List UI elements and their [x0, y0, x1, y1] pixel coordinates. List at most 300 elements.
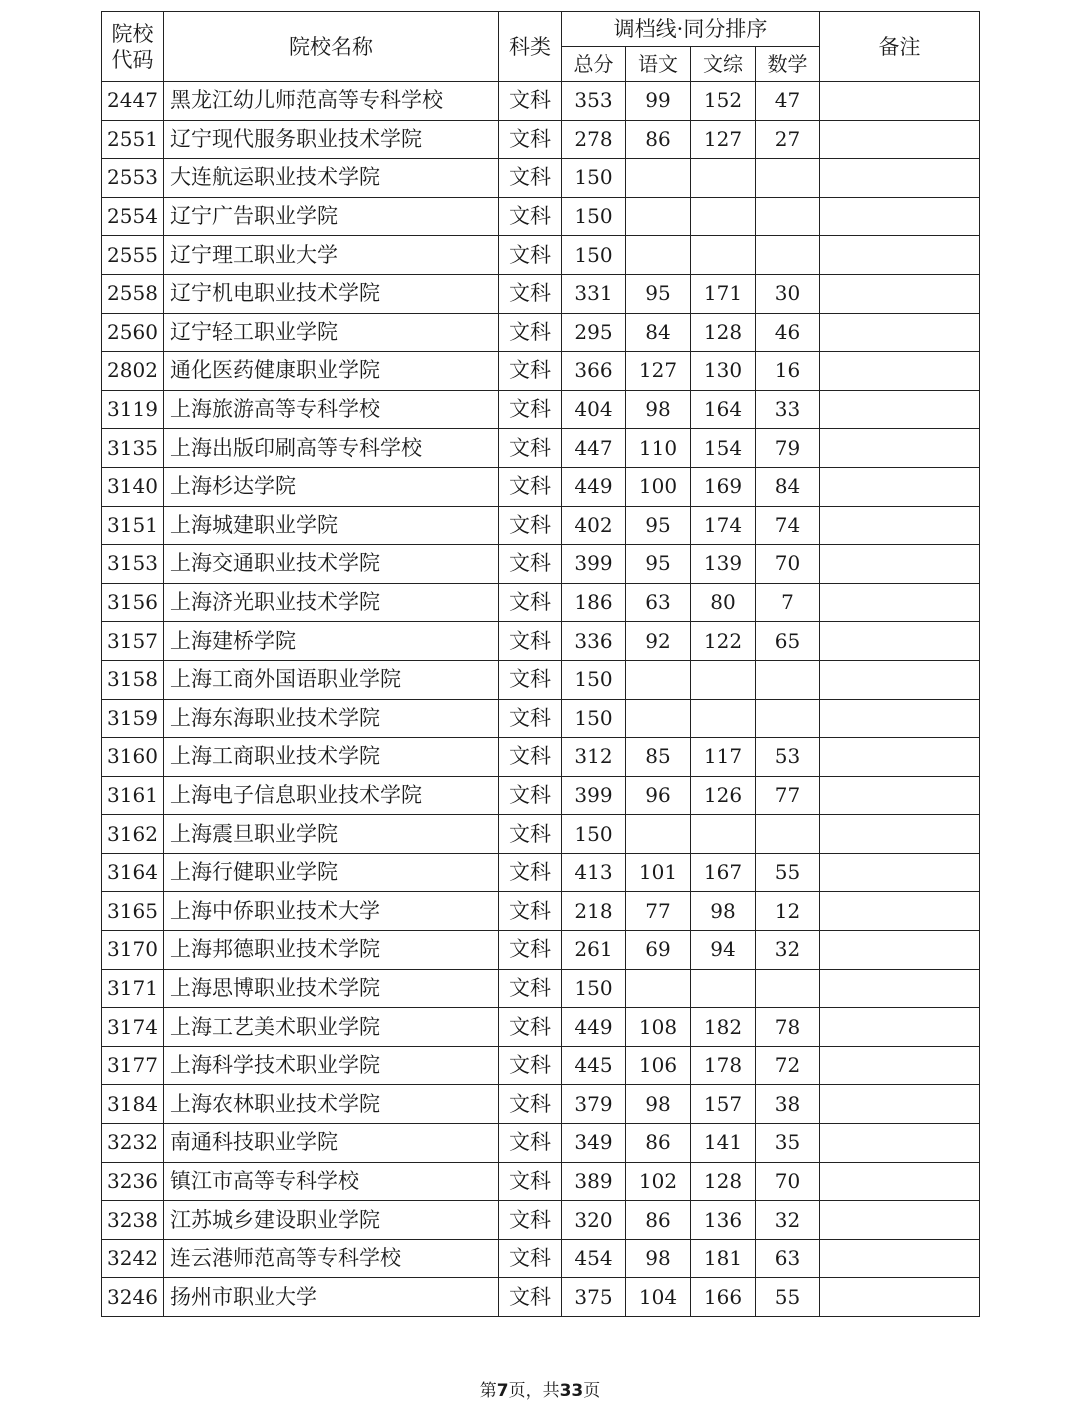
math-score-cell: 65 [756, 622, 820, 661]
school-name-cell: 上海建桥学院 [164, 622, 499, 661]
total-score-cell: 445 [562, 1046, 626, 1085]
table-body [102, 82, 980, 1317]
school-code-cell: 3238 [102, 1201, 164, 1240]
chinese-score-cell: 95 [626, 506, 691, 545]
category-cell: 文科 [499, 352, 562, 391]
school-name-cell: 上海震旦职业学院 [164, 815, 499, 854]
table-row [102, 390, 980, 429]
remark-cell [820, 776, 980, 815]
total-score-cell: 349 [562, 1124, 626, 1163]
table-row [102, 892, 980, 931]
table-row [102, 738, 980, 777]
chinese-score-cell: 108 [626, 1008, 691, 1047]
category-cell: 文科 [499, 120, 562, 159]
table-row [102, 622, 980, 661]
header-math: 数学 [756, 47, 820, 82]
liberal-arts-score-cell: 80 [691, 583, 756, 622]
table-row [102, 1008, 980, 1047]
liberal-arts-score-cell: 178 [691, 1046, 756, 1085]
school-code-cell: 2447 [102, 82, 164, 121]
remark-cell [820, 622, 980, 661]
total-score-cell: 389 [562, 1162, 626, 1201]
school-code-cell: 3135 [102, 429, 164, 468]
liberal-arts-score-cell: 122 [691, 622, 756, 661]
category-cell: 文科 [499, 429, 562, 468]
chinese-score-cell: 110 [626, 429, 691, 468]
chinese-score-cell: 98 [626, 1085, 691, 1124]
remark-cell [820, 1046, 980, 1085]
category-cell: 文科 [499, 892, 562, 931]
liberal-arts-score-cell: 127 [691, 120, 756, 159]
chinese-score-cell: 86 [626, 1124, 691, 1163]
chinese-score-cell: 127 [626, 352, 691, 391]
header-school-name: 院校名称 [164, 12, 499, 82]
header-category: 科类 [499, 12, 562, 82]
chinese-score-cell: 77 [626, 892, 691, 931]
remark-cell [820, 1239, 980, 1278]
total-score-cell: 375 [562, 1278, 626, 1317]
remark-cell [820, 815, 980, 854]
liberal-arts-score-cell: 171 [691, 274, 756, 313]
school-name-cell: 黑龙江幼儿师范高等专科学校 [164, 82, 499, 121]
math-score-cell: 38 [756, 1085, 820, 1124]
liberal-arts-score-cell: 182 [691, 1008, 756, 1047]
school-name-cell: 通化医药健康职业学院 [164, 352, 499, 391]
school-name-cell: 上海农林职业技术学院 [164, 1085, 499, 1124]
table-row [102, 429, 980, 468]
school-code-cell: 3242 [102, 1239, 164, 1278]
school-code-cell: 2802 [102, 352, 164, 391]
chinese-score-cell: 86 [626, 1201, 691, 1240]
chinese-score-cell: 106 [626, 1046, 691, 1085]
liberal-arts-score-cell [691, 159, 756, 198]
liberal-arts-score-cell: 181 [691, 1239, 756, 1278]
remark-cell [820, 467, 980, 506]
remark-cell [820, 660, 980, 699]
remark-cell [820, 969, 980, 1008]
math-score-cell: 79 [756, 429, 820, 468]
category-cell: 文科 [499, 776, 562, 815]
school-name-cell: 辽宁广告职业学院 [164, 197, 499, 236]
table-row [102, 352, 980, 391]
liberal-arts-score-cell: 169 [691, 467, 756, 506]
school-code-cell: 3232 [102, 1124, 164, 1163]
chinese-score-cell: 99 [626, 82, 691, 121]
total-score-cell: 150 [562, 197, 626, 236]
chinese-score-cell: 102 [626, 1162, 691, 1201]
category-cell: 文科 [499, 236, 562, 275]
school-name-cell: 辽宁机电职业技术学院 [164, 274, 499, 313]
total-score-cell: 449 [562, 1008, 626, 1047]
total-score-cell: 295 [562, 313, 626, 352]
table-row [102, 1085, 980, 1124]
header-total: 总分 [562, 47, 626, 82]
category-cell: 文科 [499, 969, 562, 1008]
chinese-score-cell: 86 [626, 120, 691, 159]
total-score-cell: 336 [562, 622, 626, 661]
math-score-cell: 27 [756, 120, 820, 159]
category-cell: 文科 [499, 197, 562, 236]
remark-cell [820, 545, 980, 584]
chinese-score-cell: 98 [626, 1239, 691, 1278]
school-name-cell: 上海东海职业技术学院 [164, 699, 499, 738]
school-code-cell: 2558 [102, 274, 164, 313]
total-score-cell: 218 [562, 892, 626, 931]
table-row [102, 1124, 980, 1163]
school-name-cell: 上海杉达学院 [164, 467, 499, 506]
category-cell: 文科 [499, 1046, 562, 1085]
remark-cell [820, 892, 980, 931]
table-row [102, 699, 980, 738]
school-code-cell: 2553 [102, 159, 164, 198]
math-score-cell: 55 [756, 853, 820, 892]
math-score-cell [756, 699, 820, 738]
total-score-cell: 402 [562, 506, 626, 545]
remark-cell [820, 429, 980, 468]
math-score-cell [756, 969, 820, 1008]
school-name-cell: 南通科技职业学院 [164, 1124, 499, 1163]
category-cell: 文科 [499, 467, 562, 506]
chinese-score-cell [626, 159, 691, 198]
table-row [102, 583, 980, 622]
school-name-cell: 辽宁轻工职业学院 [164, 313, 499, 352]
liberal-arts-score-cell: 98 [691, 892, 756, 931]
total-score-cell: 150 [562, 660, 626, 699]
school-code-cell: 3164 [102, 853, 164, 892]
remark-cell [820, 506, 980, 545]
total-score-cell: 399 [562, 776, 626, 815]
table-row [102, 1162, 980, 1201]
school-code-cell: 3165 [102, 892, 164, 931]
category-cell: 文科 [499, 1085, 562, 1124]
category-cell: 文科 [499, 545, 562, 584]
category-cell: 文科 [499, 313, 562, 352]
liberal-arts-score-cell [691, 815, 756, 854]
remark-cell [820, 236, 980, 275]
liberal-arts-score-cell: 141 [691, 1124, 756, 1163]
header-chinese: 语文 [626, 47, 691, 82]
liberal-arts-score-cell: 126 [691, 776, 756, 815]
category-cell: 文科 [499, 274, 562, 313]
school-name-cell: 上海旅游高等专科学校 [164, 390, 499, 429]
table-row [102, 1239, 980, 1278]
page-footer: 第7页，共33页 [479, 1381, 601, 1401]
table-row [102, 969, 980, 1008]
table-row [102, 467, 980, 506]
liberal-arts-score-cell: 130 [691, 352, 756, 391]
school-code-cell: 3119 [102, 390, 164, 429]
total-score-cell: 447 [562, 429, 626, 468]
category-cell: 文科 [499, 1162, 562, 1201]
school-code-cell: 2560 [102, 313, 164, 352]
math-score-cell: 32 [756, 1201, 820, 1240]
remark-cell [820, 82, 980, 121]
total-score-cell: 366 [562, 352, 626, 391]
school-name-cell: 上海城建职业学院 [164, 506, 499, 545]
school-code-cell: 3236 [102, 1162, 164, 1201]
school-code-cell: 3151 [102, 506, 164, 545]
math-score-cell: 78 [756, 1008, 820, 1047]
total-score-cell: 379 [562, 1085, 626, 1124]
math-score-cell: 16 [756, 352, 820, 391]
math-score-cell: 70 [756, 545, 820, 584]
total-score-cell: 454 [562, 1239, 626, 1278]
chinese-score-cell: 101 [626, 853, 691, 892]
header-school-code: 院校 代码 [102, 12, 164, 82]
remark-cell [820, 159, 980, 198]
math-score-cell [756, 236, 820, 275]
school-code-cell: 3153 [102, 545, 164, 584]
category-cell: 文科 [499, 622, 562, 661]
page-number: 7 [496, 1381, 509, 1401]
liberal-arts-score-cell: 154 [691, 429, 756, 468]
table-row [102, 159, 980, 198]
liberal-arts-score-cell [691, 197, 756, 236]
category-cell: 文科 [499, 660, 562, 699]
total-score-cell: 150 [562, 969, 626, 1008]
school-code-cell: 2554 [102, 197, 164, 236]
chinese-score-cell [626, 197, 691, 236]
school-code-cell: 3156 [102, 583, 164, 622]
school-name-cell: 上海思博职业技术学院 [164, 969, 499, 1008]
school-name-cell: 上海邦德职业技术学院 [164, 931, 499, 970]
remark-cell [820, 390, 980, 429]
remark-cell [820, 583, 980, 622]
table-row [102, 931, 980, 970]
chinese-score-cell: 96 [626, 776, 691, 815]
liberal-arts-score-cell: 166 [691, 1278, 756, 1317]
category-cell: 文科 [499, 1239, 562, 1278]
school-name-cell: 上海工商外国语职业学院 [164, 660, 499, 699]
liberal-arts-score-cell: 167 [691, 853, 756, 892]
remark-cell [820, 1201, 980, 1240]
chinese-score-cell: 92 [626, 622, 691, 661]
total-score-cell: 150 [562, 815, 626, 854]
remark-cell [820, 197, 980, 236]
school-code-cell: 3157 [102, 622, 164, 661]
school-code-cell: 3140 [102, 467, 164, 506]
liberal-arts-score-cell: 136 [691, 1201, 756, 1240]
school-name-cell: 上海科学技术职业学院 [164, 1046, 499, 1085]
math-score-cell: 63 [756, 1239, 820, 1278]
remark-cell [820, 352, 980, 391]
chinese-score-cell: 63 [626, 583, 691, 622]
math-score-cell: 7 [756, 583, 820, 622]
math-score-cell: 35 [756, 1124, 820, 1163]
chinese-score-cell [626, 236, 691, 275]
total-score-cell: 150 [562, 236, 626, 275]
liberal-arts-score-cell: 128 [691, 1162, 756, 1201]
school-name-cell: 辽宁理工职业大学 [164, 236, 499, 275]
liberal-arts-score-cell [691, 699, 756, 738]
total-score-cell: 150 [562, 699, 626, 738]
chinese-score-cell: 95 [626, 274, 691, 313]
category-cell: 文科 [499, 1278, 562, 1317]
table-row [102, 197, 980, 236]
math-score-cell: 46 [756, 313, 820, 352]
remark-cell [820, 931, 980, 970]
table-row [102, 660, 980, 699]
math-score-cell: 53 [756, 738, 820, 777]
liberal-arts-score-cell: 157 [691, 1085, 756, 1124]
math-score-cell: 74 [756, 506, 820, 545]
math-score-cell: 12 [756, 892, 820, 931]
liberal-arts-score-cell: 117 [691, 738, 756, 777]
math-score-cell: 30 [756, 274, 820, 313]
table-row [102, 815, 980, 854]
school-code-cell: 3184 [102, 1085, 164, 1124]
remark-cell [820, 120, 980, 159]
liberal-arts-score-cell: 164 [691, 390, 756, 429]
school-name-cell: 连云港师范高等专科学校 [164, 1239, 499, 1278]
table-row [102, 545, 980, 584]
school-code-cell: 3158 [102, 660, 164, 699]
category-cell: 文科 [499, 506, 562, 545]
liberal-arts-score-cell: 128 [691, 313, 756, 352]
school-code-cell: 3246 [102, 1278, 164, 1317]
math-score-cell: 32 [756, 931, 820, 970]
total-score-cell: 331 [562, 274, 626, 313]
category-cell: 文科 [499, 583, 562, 622]
total-score-cell: 278 [562, 120, 626, 159]
total-score-cell: 320 [562, 1201, 626, 1240]
table-row [102, 853, 980, 892]
category-cell: 文科 [499, 699, 562, 738]
total-score-cell: 312 [562, 738, 626, 777]
school-code-cell: 2551 [102, 120, 164, 159]
total-score-cell: 150 [562, 159, 626, 198]
chinese-score-cell [626, 699, 691, 738]
table-row [102, 506, 980, 545]
header-remark: 备注 [820, 12, 980, 82]
chinese-score-cell: 104 [626, 1278, 691, 1317]
category-cell: 文科 [499, 853, 562, 892]
category-cell: 文科 [499, 390, 562, 429]
chinese-score-cell: 69 [626, 931, 691, 970]
math-score-cell: 55 [756, 1278, 820, 1317]
table-row [102, 776, 980, 815]
school-name-cell: 江苏城乡建设职业学院 [164, 1201, 499, 1240]
chinese-score-cell [626, 660, 691, 699]
liberal-arts-score-cell: 94 [691, 931, 756, 970]
total-score-cell: 261 [562, 931, 626, 970]
category-cell: 文科 [499, 931, 562, 970]
page-total: 33 [559, 1381, 584, 1401]
school-name-cell: 扬州市职业大学 [164, 1278, 499, 1317]
school-name-cell: 上海济光职业技术学院 [164, 583, 499, 622]
school-name-cell: 上海中侨职业技术大学 [164, 892, 499, 931]
table-row [102, 120, 980, 159]
liberal-arts-score-cell: 152 [691, 82, 756, 121]
math-score-cell: 84 [756, 467, 820, 506]
table-row [102, 1201, 980, 1240]
category-cell: 文科 [499, 738, 562, 777]
school-name-cell: 辽宁现代服务职业技术学院 [164, 120, 499, 159]
remark-cell [820, 699, 980, 738]
school-name-cell: 大连航运职业技术学院 [164, 159, 499, 198]
math-score-cell: 47 [756, 82, 820, 121]
admission-score-table [101, 11, 980, 1317]
category-cell: 文科 [499, 1124, 562, 1163]
total-score-cell: 404 [562, 390, 626, 429]
remark-cell [820, 1085, 980, 1124]
liberal-arts-score-cell: 174 [691, 506, 756, 545]
table-row [102, 1278, 980, 1317]
table-row [102, 236, 980, 275]
liberal-arts-score-cell [691, 660, 756, 699]
category-cell: 文科 [499, 1201, 562, 1240]
remark-cell [820, 1278, 980, 1317]
school-code-cell: 3174 [102, 1008, 164, 1047]
school-code-cell: 3162 [102, 815, 164, 854]
table-row [102, 313, 980, 352]
school-code-cell: 3160 [102, 738, 164, 777]
chinese-score-cell: 95 [626, 545, 691, 584]
category-cell: 文科 [499, 159, 562, 198]
school-code-cell: 3170 [102, 931, 164, 970]
school-code-cell: 3161 [102, 776, 164, 815]
chinese-score-cell [626, 969, 691, 1008]
remark-cell [820, 1124, 980, 1163]
school-code-cell: 3159 [102, 699, 164, 738]
header-liberal-arts: 文综 [691, 47, 756, 82]
header-score-group: 调档线·同分排序 [562, 12, 820, 47]
school-name-cell: 上海行健职业学院 [164, 853, 499, 892]
total-score-cell: 353 [562, 82, 626, 121]
math-score-cell [756, 660, 820, 699]
liberal-arts-score-cell: 139 [691, 545, 756, 584]
chinese-score-cell: 98 [626, 390, 691, 429]
remark-cell [820, 313, 980, 352]
math-score-cell [756, 197, 820, 236]
liberal-arts-score-cell [691, 969, 756, 1008]
table-header [102, 12, 980, 82]
remark-cell [820, 1162, 980, 1201]
school-name-cell: 镇江市高等专科学校 [164, 1162, 499, 1201]
remark-cell [820, 274, 980, 313]
table-row [102, 82, 980, 121]
chinese-score-cell: 84 [626, 313, 691, 352]
chinese-score-cell: 100 [626, 467, 691, 506]
math-score-cell: 72 [756, 1046, 820, 1085]
table-row [102, 274, 980, 313]
school-code-cell: 3171 [102, 969, 164, 1008]
total-score-cell: 186 [562, 583, 626, 622]
math-score-cell: 33 [756, 390, 820, 429]
total-score-cell: 449 [562, 467, 626, 506]
liberal-arts-score-cell [691, 236, 756, 275]
chinese-score-cell: 85 [626, 738, 691, 777]
school-name-cell: 上海工艺美术职业学院 [164, 1008, 499, 1047]
chinese-score-cell [626, 815, 691, 854]
table-row [102, 1046, 980, 1085]
remark-cell [820, 738, 980, 777]
school-code-cell: 2555 [102, 236, 164, 275]
math-score-cell [756, 159, 820, 198]
school-name-cell: 上海电子信息职业技术学院 [164, 776, 499, 815]
school-name-cell: 上海交通职业技术学院 [164, 545, 499, 584]
math-score-cell [756, 815, 820, 854]
math-score-cell: 77 [756, 776, 820, 815]
school-code-cell: 3177 [102, 1046, 164, 1085]
math-score-cell: 70 [756, 1162, 820, 1201]
school-name-cell: 上海工商职业技术学院 [164, 738, 499, 777]
category-cell: 文科 [499, 1008, 562, 1047]
total-score-cell: 399 [562, 545, 626, 584]
total-score-cell: 413 [562, 853, 626, 892]
school-name-cell: 上海出版印刷高等专科学校 [164, 429, 499, 468]
remark-cell [820, 1008, 980, 1047]
